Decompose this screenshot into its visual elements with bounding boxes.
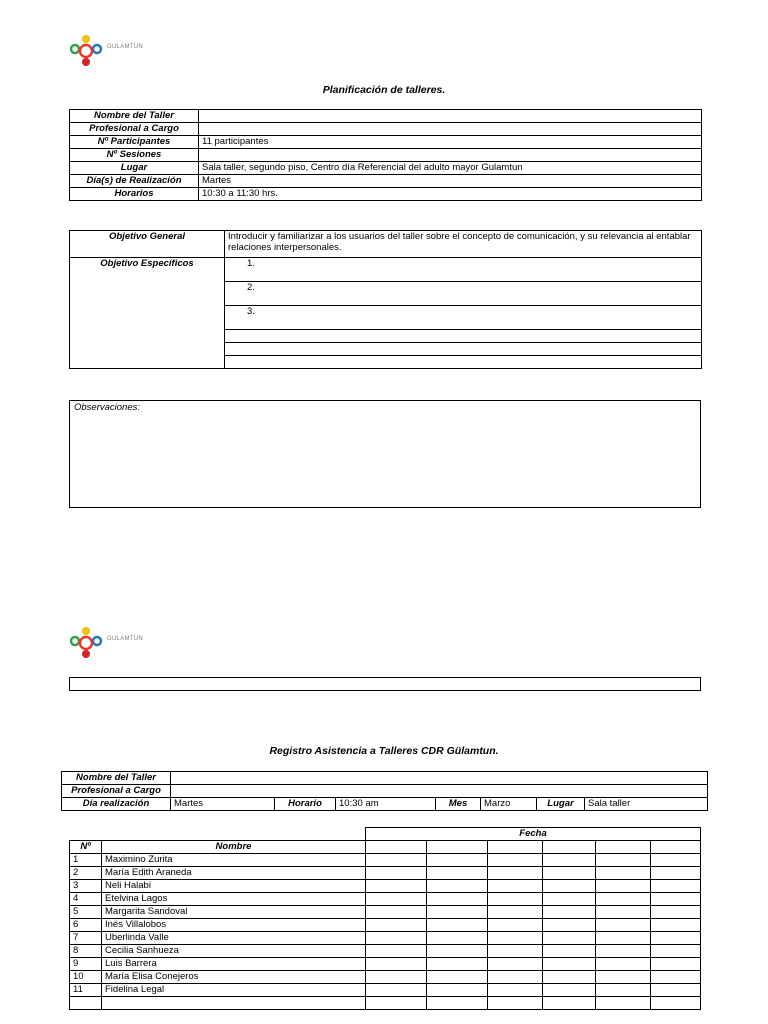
attendance-cell	[427, 893, 488, 906]
attendance-cell	[543, 945, 596, 958]
attendee-name: Neli Halabi	[102, 880, 366, 893]
attendance-cell	[366, 997, 427, 1010]
info-label: Profesional a Cargo	[70, 123, 199, 136]
attendance-cell	[427, 919, 488, 932]
attendee-number: 1	[70, 854, 102, 867]
attendance-cell	[427, 971, 488, 984]
attendee-row	[70, 854, 701, 867]
attendee-number: 8	[70, 945, 102, 958]
attendee-number: 2	[70, 867, 102, 880]
attendee-row	[70, 945, 701, 958]
n-header: Nº	[70, 841, 102, 854]
attendance-cell	[596, 945, 651, 958]
attendance-cell	[427, 997, 488, 1010]
objetivo-especifico-2: 2.	[225, 282, 702, 306]
objetivo-especifico-1: 1.	[225, 258, 702, 282]
attendee-row	[70, 919, 701, 932]
attendance-cell	[651, 997, 701, 1010]
attendee-number: 9	[70, 958, 102, 971]
attendee-row	[70, 958, 701, 971]
objetivo-general-text: Introducir y familiarizar a los usuarios del taller sobre el concepto de comunicación, y su relevancia al entablar relaciones interpersonales.	[225, 231, 702, 258]
attendee-number: 11	[70, 984, 102, 997]
horario-value: 10:30 am	[336, 798, 436, 811]
attendance-cell	[651, 932, 701, 945]
attendance-cell	[596, 854, 651, 867]
attendance-cell	[488, 932, 543, 945]
lugar-label: Lugar	[537, 798, 585, 811]
attendance-cell	[427, 854, 488, 867]
attendee-name: María Edith Araneda	[102, 867, 366, 880]
gulamtun-logo	[68, 626, 143, 660]
attendance-cell	[596, 997, 651, 1010]
attendance-cell	[651, 867, 701, 880]
attendance-cell	[427, 945, 488, 958]
objetivos-especificos-label: Objetivo Específicos	[70, 258, 225, 369]
attendance-cell	[488, 893, 543, 906]
attendance-cell	[366, 919, 427, 932]
attendee-name: Cecilia Sanhueza	[102, 945, 366, 958]
attendee-row	[70, 893, 701, 906]
attendance-cell	[427, 932, 488, 945]
attendance-cell	[543, 906, 596, 919]
attendance-cell	[543, 854, 596, 867]
taller-value	[171, 772, 708, 785]
info-label: Nombre del Taller	[70, 110, 199, 123]
attendance-cell	[543, 867, 596, 880]
attendance-cell	[427, 906, 488, 919]
attendee-name	[102, 997, 366, 1010]
info-row	[70, 188, 702, 201]
attendance-cell	[651, 958, 701, 971]
attendance-cell	[596, 984, 651, 997]
attendance-cell	[651, 984, 701, 997]
attendance-cell	[488, 919, 543, 932]
attendee-number: 10	[70, 971, 102, 984]
registro-header-table	[61, 771, 708, 811]
attendee-row	[70, 984, 701, 997]
info-row	[70, 149, 702, 162]
info-row	[70, 162, 702, 175]
attendee-number: 6	[70, 919, 102, 932]
logo-text: GULAMTUN	[107, 636, 144, 642]
attendance-cell	[543, 932, 596, 945]
attendance-cell	[427, 880, 488, 893]
fecha-cell	[427, 841, 488, 854]
info-table	[69, 109, 702, 201]
attendee-number: 4	[70, 893, 102, 906]
attendee-number: 5	[70, 906, 102, 919]
attendance-cell	[366, 932, 427, 945]
attendance-cell	[366, 867, 427, 880]
objetivo-general-label: Objetivo General	[70, 231, 225, 258]
attendance-cell	[543, 893, 596, 906]
observaciones-box	[69, 400, 701, 508]
observaciones-label: Observaciones:	[74, 402, 141, 413]
attendance-cell	[651, 880, 701, 893]
attendance-cell	[596, 919, 651, 932]
attendance-cell	[543, 984, 596, 997]
mes-label: Mes	[436, 798, 481, 811]
info-row	[70, 123, 702, 136]
fecha-cell	[366, 841, 427, 854]
attendance-cell	[366, 880, 427, 893]
attendance-cell	[488, 997, 543, 1010]
attendance-cell	[596, 971, 651, 984]
nombre-header: Nombre	[102, 841, 366, 854]
fecha-cell	[488, 841, 543, 854]
taller-label: Nombre del Taller	[62, 772, 171, 785]
attendance-cell	[488, 984, 543, 997]
attendance-cell	[543, 997, 596, 1010]
attendance-cell	[651, 854, 701, 867]
attendance-cell	[596, 867, 651, 880]
fecha-cell	[543, 841, 596, 854]
info-value: Sala taller, segundo piso, Centro día Referencial del adulto mayor Gulamtun	[199, 162, 702, 175]
attendance-cell	[651, 945, 701, 958]
attendance-cell	[651, 919, 701, 932]
fecha-header: Fecha	[366, 828, 701, 841]
profesional-label: Profesional a Cargo	[62, 785, 171, 798]
attendance-cell	[543, 958, 596, 971]
objetivo-especifico-blank	[225, 330, 702, 343]
fecha-cell	[651, 841, 701, 854]
logo-figures-icon	[68, 626, 104, 660]
objetivo-especifico-blank	[225, 356, 702, 369]
attendance-cell	[651, 971, 701, 984]
info-row	[70, 175, 702, 188]
attendance-cell	[596, 906, 651, 919]
asistencia-table	[69, 827, 701, 1010]
objetivo-especifico-blank	[225, 343, 702, 356]
attendee-row	[70, 906, 701, 919]
attendance-cell	[488, 867, 543, 880]
attendee-name: Margarita Sandoval	[102, 906, 366, 919]
attendee-row	[70, 932, 701, 945]
logo-figures-icon	[68, 34, 104, 68]
attendee-row	[70, 880, 701, 893]
registro-title: Registro Asistencia a Talleres CDR Gülamtun.	[269, 745, 499, 757]
fecha-cell	[596, 841, 651, 854]
info-value	[199, 123, 702, 136]
attendance-cell	[366, 854, 427, 867]
info-label: Horarios	[70, 188, 199, 201]
attendance-cell	[366, 906, 427, 919]
attendance-cell	[488, 906, 543, 919]
attendance-cell	[488, 958, 543, 971]
attendee-number	[70, 997, 102, 1010]
attendance-cell	[488, 880, 543, 893]
attendee-number: 7	[70, 932, 102, 945]
mes-value: Marzo	[481, 798, 537, 811]
attendee-number: 3	[70, 880, 102, 893]
blank-corner	[70, 828, 366, 841]
attendee-name: Inés Villalobos	[102, 919, 366, 932]
attendance-cell	[543, 971, 596, 984]
attendee-name: Luis Barrera	[102, 958, 366, 971]
attendee-name: Etelvina Lagos	[102, 893, 366, 906]
attendee-name: María Elisa Conejeros	[102, 971, 366, 984]
attendance-cell	[427, 867, 488, 880]
logo-text: GULAMTUN	[107, 44, 144, 50]
attendance-cell	[366, 893, 427, 906]
attendance-cell	[651, 906, 701, 919]
info-row	[70, 136, 702, 149]
info-value	[199, 110, 702, 123]
attendee-name: Maximino Zurita	[102, 854, 366, 867]
info-value: Martes	[199, 175, 702, 188]
info-label: Día(s) de Realización	[70, 175, 199, 188]
attendance-cell	[596, 880, 651, 893]
attendance-cell	[366, 958, 427, 971]
info-value: 10:30 a 11:30 hrs.	[199, 188, 702, 201]
attendance-cell	[427, 958, 488, 971]
info-row	[70, 110, 702, 123]
attendee-name: Uberlinda Valle	[102, 932, 366, 945]
gulamtun-logo	[68, 34, 143, 68]
attendance-cell	[543, 919, 596, 932]
objetivo-especifico-3: 3.	[225, 306, 702, 330]
attendee-row	[70, 867, 701, 880]
lugar-value: Sala taller	[585, 798, 708, 811]
objetivos-table	[69, 230, 702, 369]
attendance-cell	[366, 945, 427, 958]
attendance-cell	[488, 971, 543, 984]
attendee-name: Fidelina Legal	[102, 984, 366, 997]
dia-label: Día realización	[62, 798, 171, 811]
attendance-cell	[427, 984, 488, 997]
info-label: Lugar	[70, 162, 199, 175]
attendance-cell	[488, 854, 543, 867]
attendance-cell	[596, 958, 651, 971]
info-value: 11 participantes	[199, 136, 702, 149]
info-label: Nº Sesiones	[70, 149, 199, 162]
attendee-row	[70, 971, 701, 984]
attendance-cell	[488, 945, 543, 958]
attendance-cell	[366, 984, 427, 997]
attendance-cell	[543, 880, 596, 893]
info-value	[199, 149, 702, 162]
horario-label: Horario	[275, 798, 336, 811]
info-label: Nº Participantes	[70, 136, 199, 149]
header-line-box	[69, 677, 701, 691]
profesional-value	[171, 785, 708, 798]
attendance-cell	[366, 971, 427, 984]
attendance-cell	[596, 932, 651, 945]
attendance-cell	[596, 893, 651, 906]
dia-value: Martes	[171, 798, 275, 811]
planificacion-title: Planificación de talleres.	[322, 84, 446, 96]
attendance-cell	[651, 893, 701, 906]
attendee-row	[70, 997, 701, 1010]
